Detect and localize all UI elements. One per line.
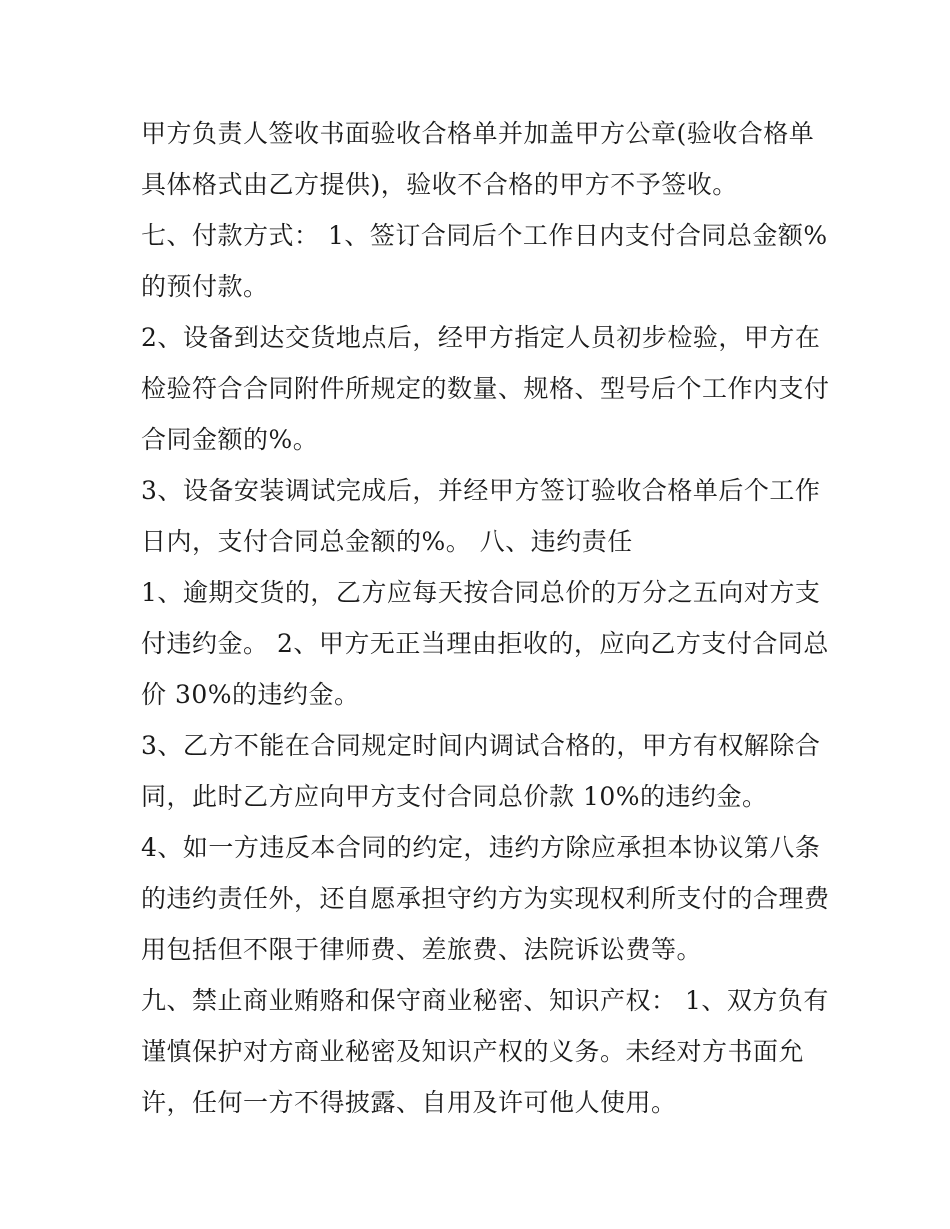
text-line: 检验符合合同附件所规定的数量、规格、型号后个工作内支付 xyxy=(141,374,830,403)
text-line: 的预付款。 xyxy=(141,272,269,301)
text-line: 的违约责任外，还自愿承担守约方为实现权利所支付的合理费 xyxy=(141,884,830,913)
text-line: 付违约金。 2、甲方无正当理由拒收的，应向乙方支付合同总 xyxy=(141,629,829,658)
text-line: 具体格式由乙方提供)，验收不合格的甲方不予签收。 xyxy=(141,170,738,199)
text-line: 七、付款方式： 1、签订合同后个工作日内支付合同总金额% xyxy=(141,221,828,250)
text-line: 甲方负责人签收书面验收合格单并加盖甲方公章(验收合格单 xyxy=(141,119,815,148)
text-line: 3、乙方不能在合同规定时间内调试合格的，甲方有权解除合 xyxy=(141,731,821,760)
text-line: 价 30%的违约金。 xyxy=(141,680,360,709)
text-line: 同，此时乙方应向甲方支付合同总价款 10%的违约金。 xyxy=(141,782,768,811)
text-line: 合同金额的%。 xyxy=(141,425,319,454)
text-line: 谨慎保护对方商业秘密及知识产权的义务。未经对方书面允 xyxy=(141,1037,805,1066)
text-line: 4、如一方违反本合同的约定，违约方除应承担本协议第八条 xyxy=(141,833,821,862)
text-line: 许，任何一方不得披露、自用及许可他人使用。 xyxy=(141,1088,677,1117)
text-line: 2、设备到达交货地点后，经甲方指定人员初步检验，甲方在 xyxy=(141,323,821,352)
text-line: 日内，支付合同总金额的%。 八、违约责任 xyxy=(141,527,633,556)
text-line: 九、禁止商业贿赂和保守商业秘密、知识产权： 1、双方负有 xyxy=(141,986,829,1015)
text-line: 3、设备安装调试完成后，并经甲方签订验收合格单后个工作 xyxy=(141,476,821,505)
text-line: 1、逾期交货的，乙方应每天按合同总价的万分之五向对方支 xyxy=(141,578,821,607)
text-line: 用包括但不限于律师费、差旅费、法院诉讼费等。 xyxy=(141,935,703,964)
contract-text xyxy=(141,108,830,1128)
